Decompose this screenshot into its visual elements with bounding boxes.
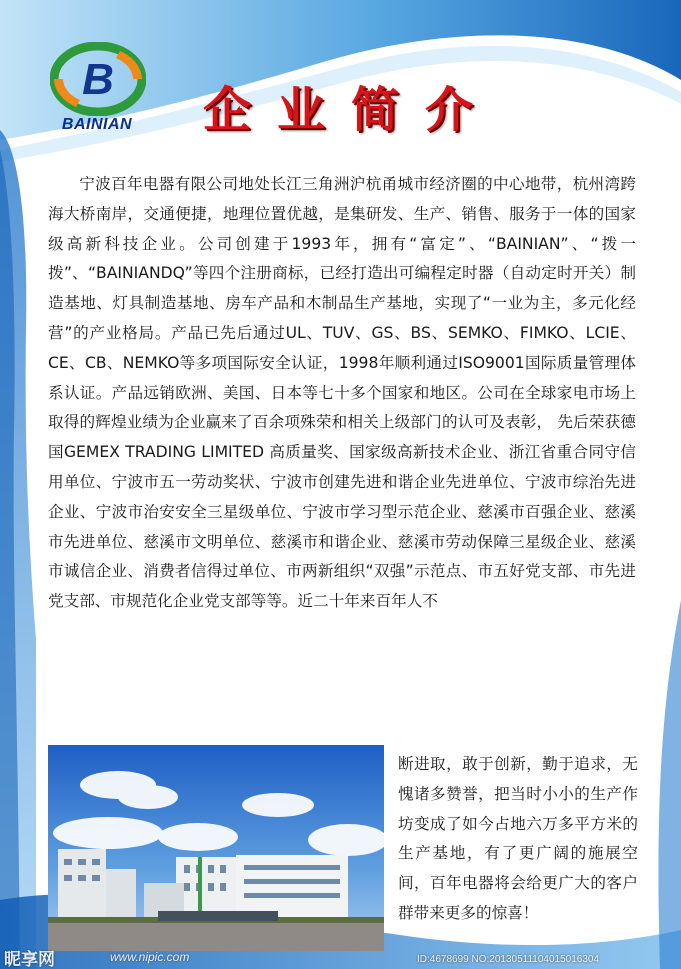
continuation-paragraph: 断进取，敢于创新，勤于追求，无愧诸多赞誉，把当时小小的生产作坊变成了如今占地六万多平方米的生产基地，有了更广阔的施展空间，百年电器将会给更广大的客户群带来更多的惊喜！ [398, 755, 638, 922]
intro-paragraph: 宁波百年电器有限公司地处长江三角洲沪杭甬城市经济圈的中心地带，杭州湾跨海大桥南岸，交通便捷，地理位置优越，是集研发、生产、销售、服务于一体的国家级高新科技企业。公司创建于1993年，拥有“富定”、“BAINIAN”、“拨一拨”、“BAINIANDQ”等四个注册商标，已经打造出可编程定时器（自动定时开关）制造基地、灯具制造基地、房车产品和木制品生产基地，实现了“一业为主，多元化经营”的产业格局。产品已先后通过UL、TUV、GS、BS、SEMKO、FIMKO、LCIE、CE、CB、NEMKO等多项国际安全认证，1998年顺利通过ISO9001国际质量管理体系认证。产品远销欧洲、美国、日本等七十多个国家和地区。公司在全球家电市场上取得的辉煌业绩为企业赢来了百余项殊荣和相关上级部门的认可及表彰， 先后荣获德国GEMEX TRADING LIMITED 高质量奖、国家级高新技术企业、浙江省重合同守信用单位、宁波市五一劳动奖状、宁波市创建先进和谐企业先进单位、宁波市综治先进企业、宁波市治安安全三星级单位、宁波市学习型示范企业、慈溪市百强企业、慈溪市先进单位、慈溪市文明单位、慈溪市和谐企业、慈溪市劳动保障三星级企业、慈溪市诚信企业、消费者信得过单位、市两新组织“双强”示范点、市五好党支部、市先进党支部、市规范化企业党支部等等。近二十年来百年人不 [48, 175, 636, 611]
watermark-site-name: 昵享网 [4, 950, 55, 969]
page-title: 企业简介 [203, 82, 500, 138]
company-logo [44, 42, 150, 138]
svg-text:B: B [82, 55, 114, 104]
watermark-image-id: ID:4678699 NO:20130511104015016304 [417, 954, 600, 965]
watermark-url: www.nipic.com [110, 950, 190, 964]
brand-wordmark: BAINIAN [61, 116, 133, 133]
right-wave [658, 600, 681, 969]
factory-building-photo [48, 745, 384, 951]
bainian-logo-icon [50, 42, 146, 116]
